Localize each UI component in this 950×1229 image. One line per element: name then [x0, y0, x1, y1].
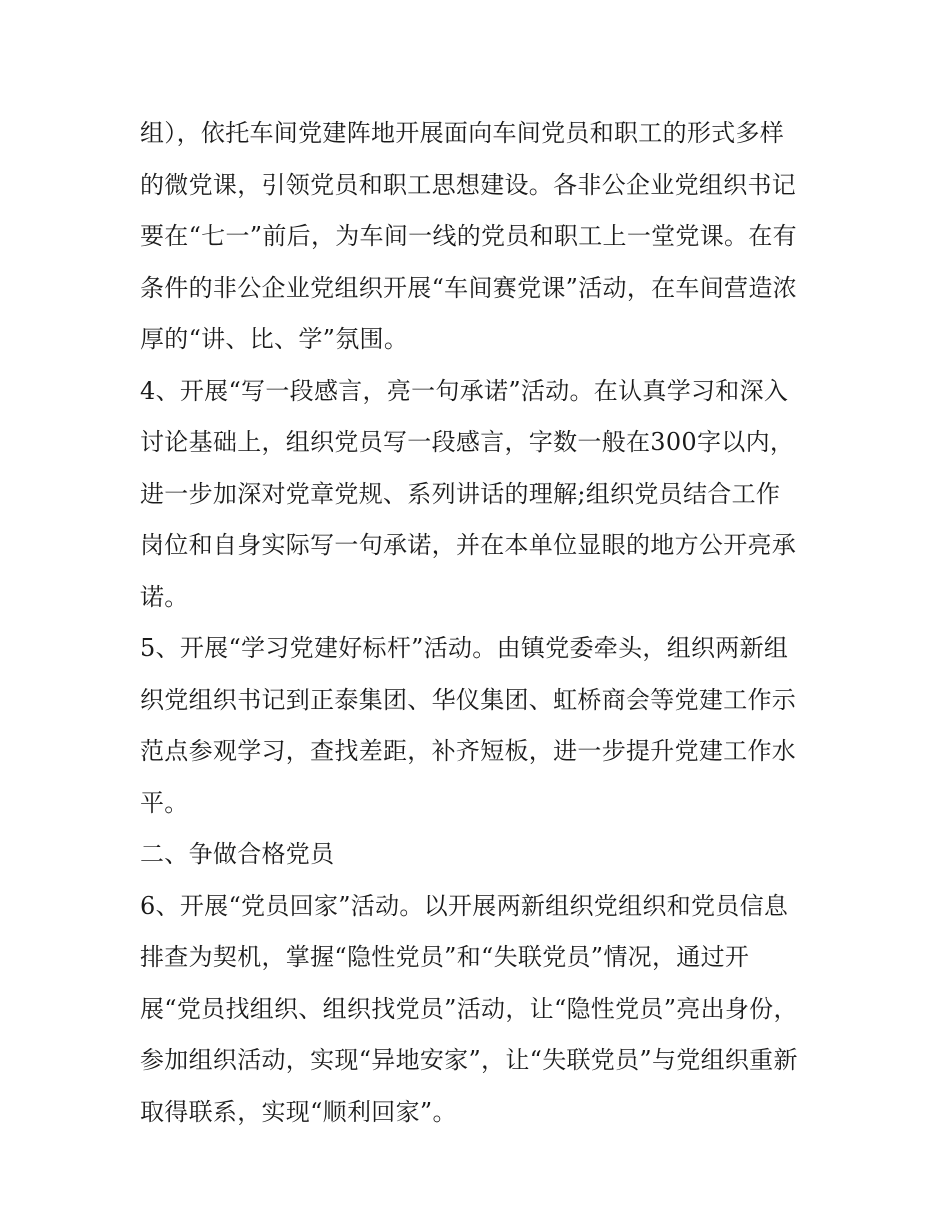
document-body: [140, 108, 830, 1138]
text-line: 参加组织活动，实现“异地安家”，让“失联党员”与党组织重新: [140, 1046, 798, 1074]
text-line: 平。: [140, 788, 189, 817]
text-line: 组），依托车间党建阵地开展面向车间党员和职工的形式多样: [140, 119, 785, 147]
text-line: 岗位和自身实际写一句承诺，并在本单位显眼的地方公开亮承: [140, 531, 797, 559]
section-item-5: 5、开展“学习党建好标杆”活动。由镇党委牵头，组织两新组: [140, 634, 789, 662]
text-line: 排查为契机，掌握“隐性党员”和“失联党员”情况，通过开: [140, 943, 750, 971]
text-line: 织党组织书记到正泰集团、华仪集团、虹桥商会等党建工作示: [140, 685, 797, 714]
text-line: 取得联系，实现“顺利回家”。: [140, 1097, 457, 1126]
text-line: 诺。: [140, 582, 189, 611]
section-heading: 二、争做合格党员: [140, 840, 335, 868]
text-line: 讨论基础上，组织党员写一段感言，字数一般在300字以内，: [140, 428, 795, 456]
section-item-6: 6、开展“党员回家”活动。以开展两新组织党组织和党员信息: [140, 891, 789, 920]
text-line: 的微党课，引领党员和职工思想建设。各非公企业党组织书记: [140, 170, 797, 199]
text-line: 厚的“讲、比、学”氛围。: [140, 325, 409, 353]
text-line: 要在“七一”前后，为车间一线的党员和职工上一堂党课。在有: [140, 222, 797, 250]
text-line: 进一步加深对党章党规、系列讲话的理解;组织党员结合工作: [140, 479, 781, 508]
text-line: 范点参观学习，查找差距，补齐短板，进一步提升党建工作水: [140, 737, 797, 765]
section-item-4: 4、开展“写一段感言，亮一句承诺”活动。在认真学习和深入: [140, 376, 789, 405]
text-line: 展“党员找组织、组织找党员”活动，让“隐性党员”亮出身份，: [140, 994, 798, 1023]
text-line: 条件的非公企业党组织开展“车间赛党课”活动，在车间营造浓: [140, 273, 797, 302]
